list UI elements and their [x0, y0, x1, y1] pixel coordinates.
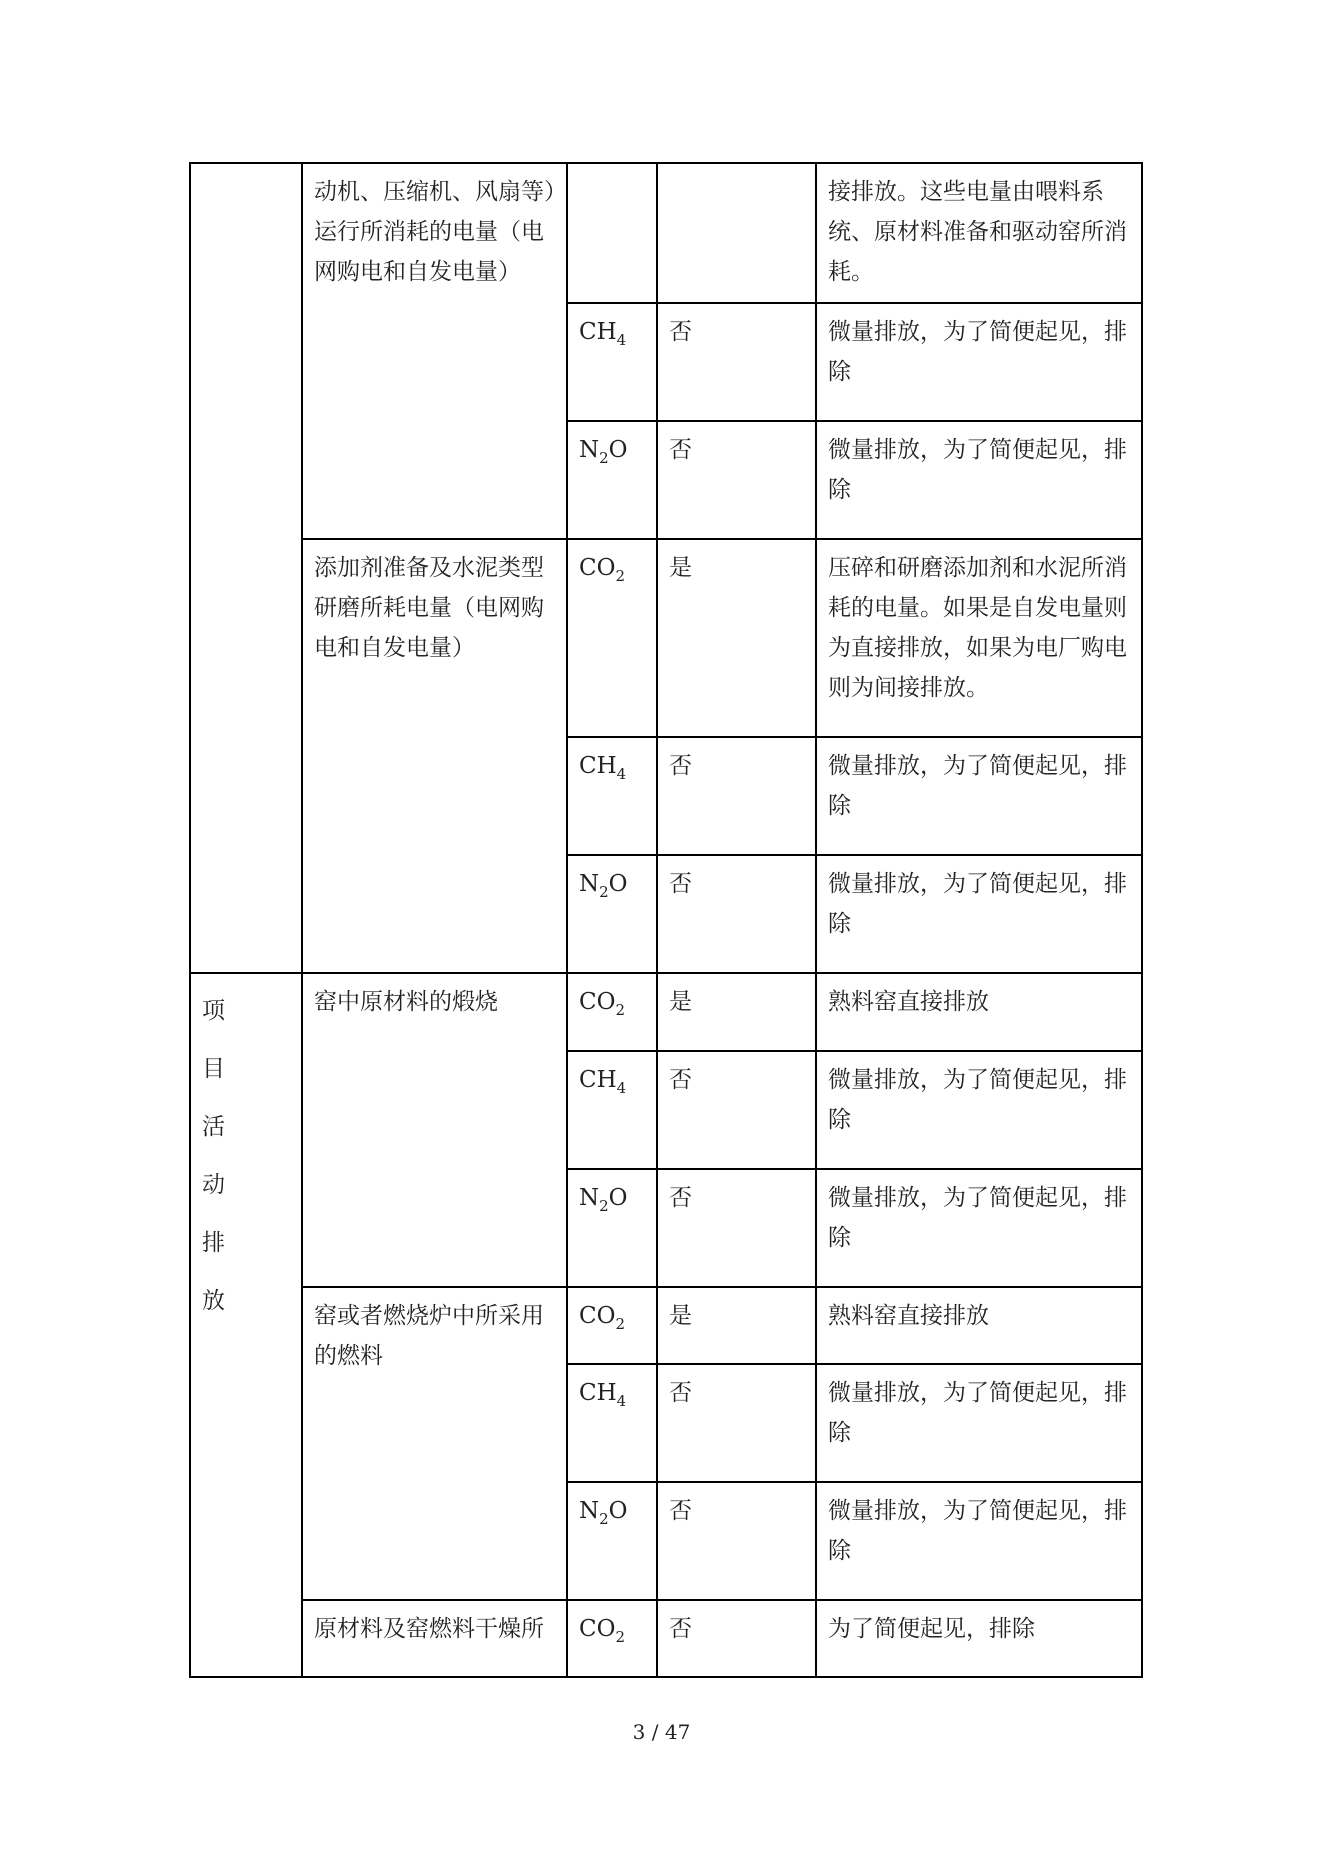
included-cell: 否 — [657, 1364, 816, 1482]
table-row — [190, 1600, 1142, 1677]
category-char: 动 — [202, 1172, 225, 1198]
included-cell: 否 — [657, 303, 816, 421]
included-cell: 否 — [657, 421, 816, 539]
gas-cell: $CH_4$ — [567, 737, 657, 855]
source-cell: 窑或者燃烧炉中所采用的燃料 — [302, 1287, 567, 1600]
emission-sources-table — [189, 162, 1143, 1678]
table-row — [190, 163, 1142, 303]
included-cell: 是 — [657, 539, 816, 737]
note-cell: 微量排放，为了简便起见，排除 — [816, 1169, 1142, 1287]
note-cell: 接排放。这些电量由喂料系统、原材料准备和驱动窑所消耗。 — [816, 163, 1142, 303]
category-char: 项 — [202, 998, 225, 1024]
gas-cell: $CH_4$ — [567, 303, 657, 421]
included-cell: 否 — [657, 855, 816, 973]
note-cell: 微量排放，为了简便起见，排除 — [816, 1482, 1142, 1600]
category-cell-continued — [190, 163, 302, 973]
gas-cell: $N_2O$ — [567, 1169, 657, 1287]
included-cell: 否 — [657, 1482, 816, 1600]
included-cell: 否 — [657, 1169, 816, 1287]
note-cell: 微量排放，为了简便起见，排除 — [816, 737, 1142, 855]
category-char: 活 — [202, 1114, 225, 1140]
category-char: 排 — [202, 1230, 225, 1256]
gas-cell: $N_2O$ — [567, 855, 657, 973]
gas-cell: $CO_2$ — [567, 1600, 657, 1677]
gas-cell: $CO_2$ — [567, 539, 657, 737]
included-cell — [657, 163, 816, 303]
included-cell: 是 — [657, 973, 816, 1051]
included-cell: 是 — [657, 1287, 816, 1364]
source-cell: 原材料及窑燃料干燥所 — [302, 1600, 567, 1677]
category-cell-project-emissions — [190, 973, 302, 1677]
page-number: 3 / 47 — [632, 1720, 691, 1744]
source-cell: 添加剂准备及水泥类型研磨所耗电量（电网购电和自发电量） — [302, 539, 567, 973]
source-cell: 窑中原材料的煅烧 — [302, 973, 567, 1287]
note-cell: 熟料窑直接排放 — [816, 973, 1142, 1051]
included-cell: 否 — [657, 1600, 816, 1677]
note-cell: 微量排放，为了简便起见，排除 — [816, 421, 1142, 539]
included-cell: 否 — [657, 1051, 816, 1169]
note-cell: 为了简便起见，排除 — [816, 1600, 1142, 1677]
note-cell: 压碎和研磨添加剂和水泥所消耗的电量。如果是自发电量则为直接排放，如果为电厂购电则为间接排放。 — [816, 539, 1142, 737]
gas-cell: $N_2O$ — [567, 421, 657, 539]
category-char: 目 — [202, 1056, 225, 1082]
table-row — [190, 1287, 1142, 1364]
note-cell: 微量排放，为了简便起见，排除 — [816, 303, 1142, 421]
category-char: 放 — [202, 1288, 225, 1314]
note-cell: 熟料窑直接排放 — [816, 1287, 1142, 1364]
gas-cell: $CO_2$ — [567, 1287, 657, 1364]
note-cell: 微量排放，为了简便起见，排除 — [816, 855, 1142, 973]
gas-cell: $N_2O$ — [567, 1482, 657, 1600]
gas-cell: $CH_4$ — [567, 1364, 657, 1482]
table-row — [190, 539, 1142, 737]
table-row — [190, 973, 1142, 1051]
included-cell: 否 — [657, 737, 816, 855]
gas-cell — [567, 163, 657, 303]
gas-cell: $CO_2$ — [567, 973, 657, 1051]
note-cell: 微量排放，为了简便起见，排除 — [816, 1364, 1142, 1482]
source-cell: 动机、压缩机、风扇等）运行所消耗的电量（电网购电和自发电量） — [302, 163, 567, 539]
gas-cell: $CH_4$ — [567, 1051, 657, 1169]
note-cell: 微量排放，为了简便起见，排除 — [816, 1051, 1142, 1169]
